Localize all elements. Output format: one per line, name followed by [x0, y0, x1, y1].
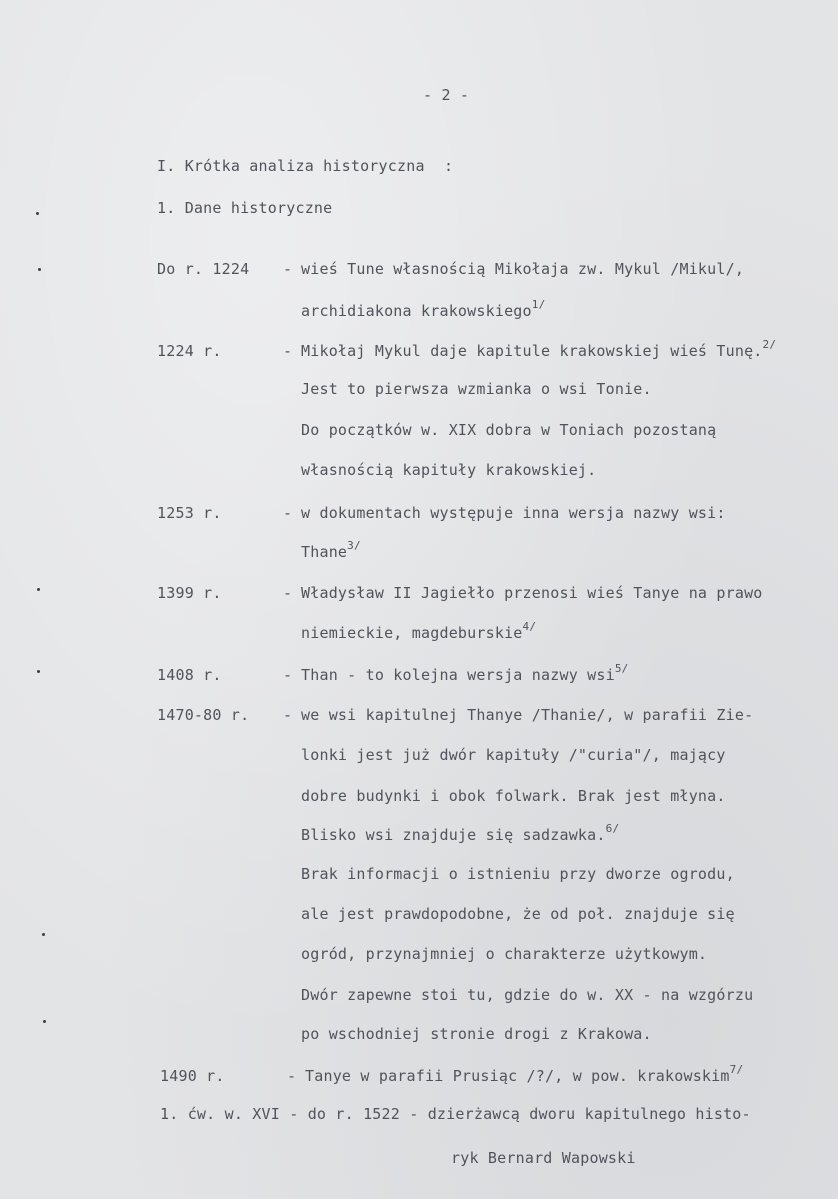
entry-line-text: Thane: [301, 543, 348, 561]
margin-mark: [37, 670, 40, 673]
entry-dash: -: [283, 342, 293, 360]
margin-mark: [36, 212, 39, 215]
entry-line: [301, 421, 716, 439]
subsection-title: 1. Dane historyczne: [157, 199, 333, 217]
entry-line: [301, 746, 726, 764]
entry-line: [301, 662, 629, 684]
margin-mark: [43, 1020, 46, 1023]
page-number: - 2 -: [423, 86, 470, 104]
section-title: [157, 157, 453, 175]
entry-line-text: Do początków w. XIX dobra w Toniach pozostaną: [301, 421, 717, 439]
footnote-ref: 7/: [729, 1063, 744, 1076]
entry-line: [301, 706, 753, 724]
entry-date: 1470-80 r.: [157, 706, 250, 724]
entry-line: [301, 298, 546, 320]
entry-line-text: we wsi kapitulnej Thanye /Thanie/, w parafii Zie-: [301, 706, 754, 724]
entry-line: [301, 986, 753, 1004]
entry-line-text: ogród, przynajmniej o charakterze użytkowym.: [301, 945, 708, 963]
entry-line: [301, 380, 652, 398]
entry-line: [301, 1025, 652, 1043]
entry-line: [301, 822, 620, 844]
footnote-ref: 6/: [605, 822, 620, 835]
entry-date: 1490 r.: [160, 1067, 225, 1085]
entry-line: [301, 584, 763, 602]
entry-dash: -: [283, 706, 293, 724]
entry-line-text: Than - to kolejna wersja nazwy wsi: [301, 666, 615, 684]
entry-line: [301, 905, 735, 923]
entry-line: [301, 865, 735, 883]
margin-mark: [42, 933, 45, 936]
entry-date: 1224 r.: [157, 342, 222, 360]
entry-line-text: Władysław II Jagiełło przenosi wieś Tanye na prawo: [301, 584, 763, 602]
entry-line: [301, 539, 361, 561]
entry-line: [301, 504, 726, 522]
footnote-ref: 2/: [762, 338, 777, 351]
margin-mark: [38, 268, 41, 271]
entry-date: Do r. 1224: [157, 260, 250, 278]
entry-line-text: Blisko wsi znajduje się sadzawka.: [301, 826, 606, 844]
final-entry-line: ryk Bernard Wapowski: [451, 1149, 636, 1167]
entry-dash: -: [283, 260, 293, 278]
entry-line: [301, 338, 777, 360]
entry-line-text: Mikołaj Mykul daje kapitule krakowskiej wieś Tunę.: [301, 342, 763, 360]
entry-dash: -: [283, 666, 293, 684]
entry-line: [301, 260, 744, 278]
entry-line: [301, 945, 707, 963]
entry-dash: -: [287, 1067, 297, 1085]
section-title-text: I. Krótka analiza historyczna: [157, 157, 425, 175]
entry-date: 1399 r.: [157, 584, 222, 602]
entry-dash: -: [283, 584, 293, 602]
entry-line-text: Jest to pierwsza wzmianka o wsi Tonie.: [301, 380, 652, 398]
entry-line-text: archidiakona krakowskiego: [301, 302, 532, 320]
margin-mark: [37, 588, 40, 591]
section-title-mark: :: [443, 157, 454, 175]
entry-line-text: własnością kapituły krakowskiej.: [301, 461, 597, 479]
footnote-ref: 4/: [522, 620, 537, 633]
entry-line: [301, 787, 726, 805]
entry-line-text: dobre budynki i obok folwark. Brak jest młyna.: [301, 787, 726, 805]
entry-line-text: niemieckie, magdeburskie: [301, 624, 523, 642]
footnote-ref: 1/: [531, 298, 546, 311]
footnote-ref: 3/: [347, 539, 361, 552]
entry-line-text: wieś Tune własnością Mikołaja zw. Mykul /Mikul/,: [301, 260, 745, 278]
entry-line-text: po wschodniej stronie drogi z Krakowa.: [301, 1025, 652, 1043]
entry-line-text: w dokumentach występuje inna wersja nazwy wsi:: [301, 504, 726, 522]
entry-date: 1408 r.: [157, 666, 222, 684]
entry-line-text: Brak informacji o istnieniu przy dworze ogrodu,: [301, 865, 735, 883]
footnote-ref: 5/: [614, 662, 629, 675]
entry-line: [301, 461, 596, 479]
entry-dash: -: [283, 504, 293, 522]
entry-line: [301, 620, 537, 642]
entry-line-text: ale jest prawdopodobne, że od poł. znajduje się: [301, 905, 735, 923]
entry-line: [305, 1063, 744, 1085]
entry-date: 1253 r.: [157, 504, 222, 522]
entry-line-text: Dwór zapewne stoi tu, gdzie do w. XX - na wzgórzu: [301, 986, 754, 1004]
final-entry-line: 1. ćw. w. XVI - do r. 1522 - dzierżawcą dworu kapitulnego histo-: [160, 1105, 751, 1123]
entry-line-text: lonki jest już dwór kapituły /"curia"/, mający: [301, 746, 726, 764]
entry-line-text: Tanye w parafii Prusiąc /?/, w pow. krakowskim: [305, 1067, 730, 1085]
